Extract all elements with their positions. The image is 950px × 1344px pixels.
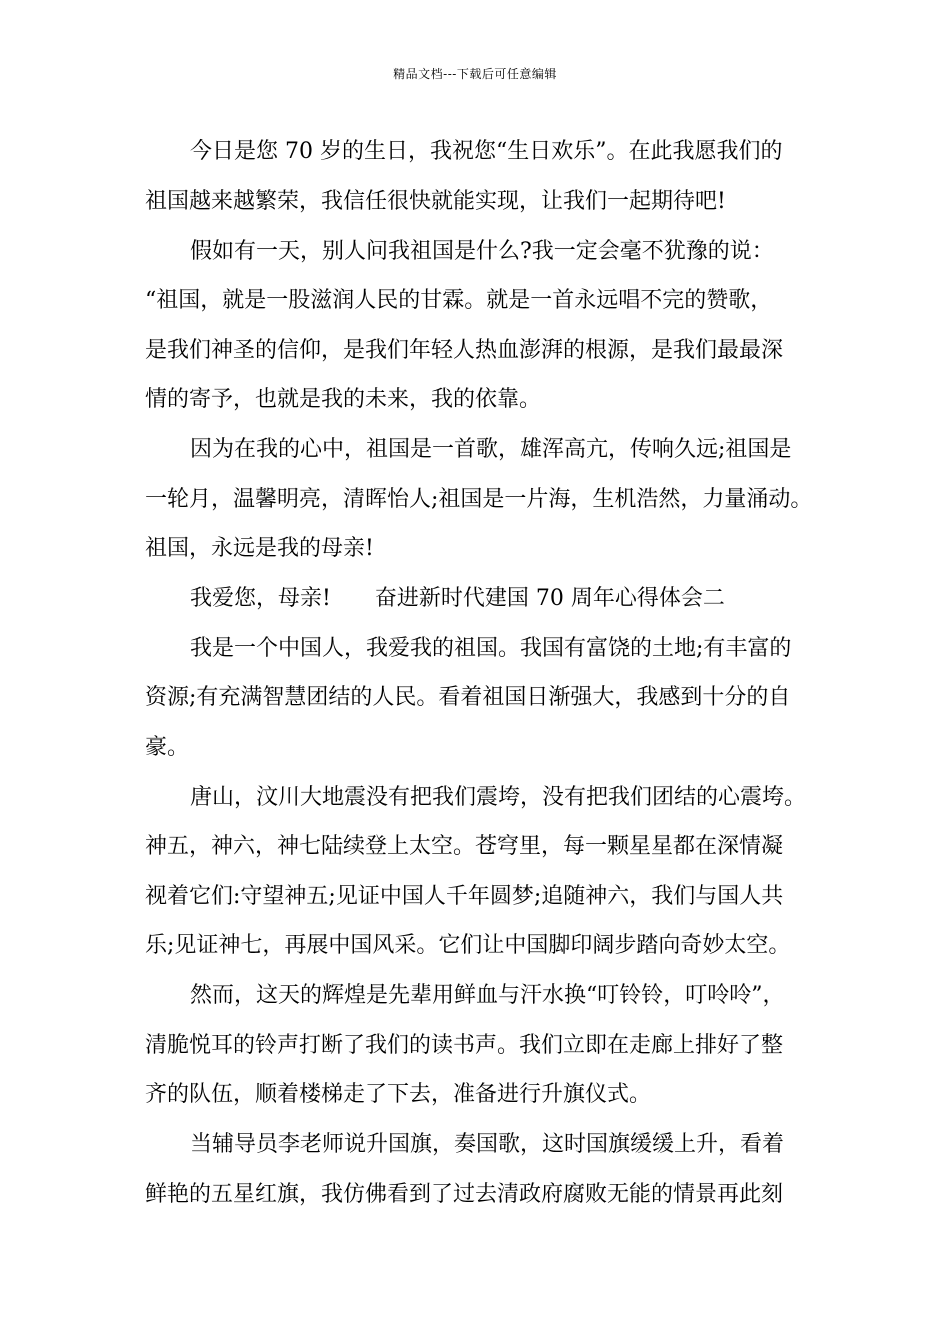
text-line: 一轮月，温馨明亮，清晖怡人;祖国是一片海，生机浩然，力量涌动。	[145, 487, 813, 512]
text-line: 祖国越来越繁荣，我信任很快就能实现，让我们一起期待吧!	[145, 189, 726, 214]
text-line: 当辅导员李老师说升国旗，奏国歌，这时国旗缓缓上升，看着	[190, 1132, 785, 1157]
text-line: 今日是您 70 岁的生日，我祝您“生日欢乐”。在此我愿我们的	[190, 139, 783, 164]
text-line: 情的寄予，也就是我的未来，我的依靠。	[145, 387, 542, 412]
text-line: “祖国，就是一股滋润人民的甘霖。就是一首永远唱不完的赞歌，	[145, 288, 773, 313]
text-line: 然而，这天的辉煌是先辈用鲜血与汗水换“叮铃铃，叮呤呤”，	[190, 983, 785, 1008]
text-line: 我是一个中国人，我爱我的祖国。我国有富饶的土地;有丰富的	[190, 636, 792, 661]
text-line: 豪。	[145, 735, 190, 760]
page-header: 精品文档---下载后可任意编辑	[393, 67, 557, 81]
text-line: 鲜艳的五星红旗，我仿佛看到了过去清政府腐败无能的情景再此刻	[145, 1182, 784, 1207]
text-line: 唐山，汶川大地震没有把我们震垮，没有把我们团结的心震垮。	[190, 785, 807, 810]
text-line: 齐的队伍，顺着楼梯走了下去，准备进行升旗仪式。	[145, 1082, 652, 1107]
text-line: 因为在我的心中，祖国是一首歌，雄浑高亢，传响久远;祖国是	[190, 437, 792, 462]
text-line: 清脆悦耳的铃声打断了我们的读书声。我们立即在走廊上排好了整	[145, 1033, 784, 1058]
text-line: 资源;有充满智慧团结的人民。看着祖国日渐强大，我感到十分的自	[145, 685, 791, 710]
text-line: 我爱您，母亲! 奋进新时代建国 70 周年心得体会二	[190, 586, 725, 611]
text-line: 乐;见证神七，再展中国风采。它们让中国脚印阔步踏向奇妙太空。	[145, 933, 791, 958]
text-line: 神五，神六，神七陆续登上太空。苍穹里，每一颗星星都在深情凝	[145, 834, 784, 859]
text-line: 是我们神圣的信仰，是我们年轻人热血澎湃的根源，是我们最最深	[145, 338, 784, 363]
text-line: 假如有一天，别人问我祖国是什么?我一定会毫不犹豫的说：	[190, 239, 774, 264]
text-line: 祖国，永远是我的母亲!	[145, 536, 374, 561]
text-line: 视着它们:守望神五;见证中国人千年圆梦;追随神六，我们与国人共	[145, 884, 784, 909]
